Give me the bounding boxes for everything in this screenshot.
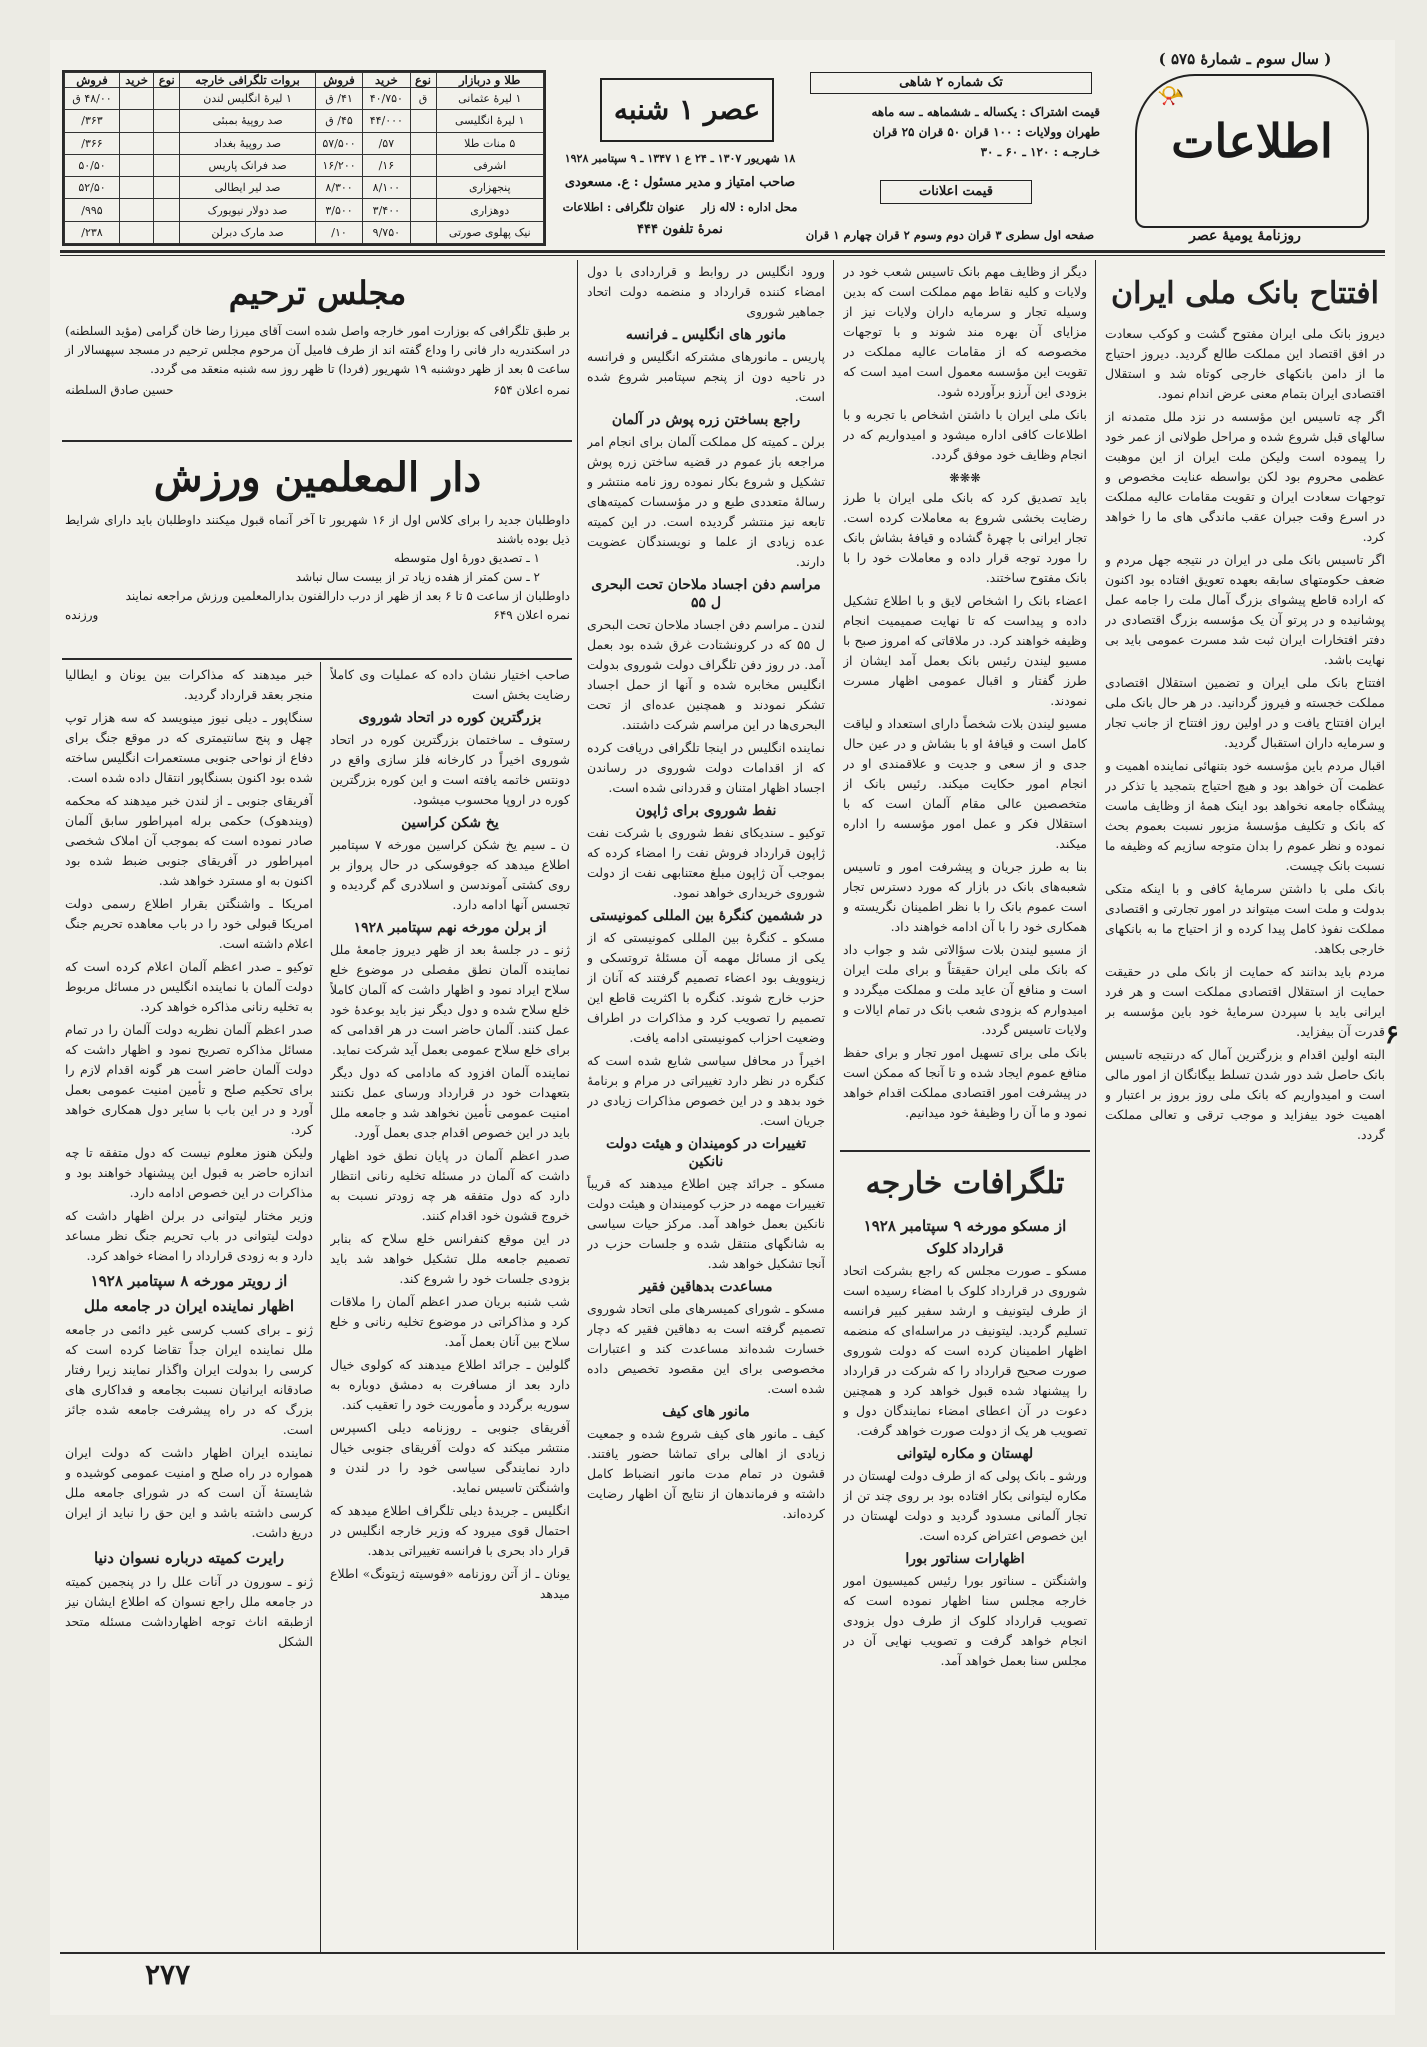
article-heading: مانور های کیف: [662, 1404, 750, 1420]
bank-paragraph: اگر تاسیس بانک ملی در ایران در نتیجه جهل مردم و ضعف حکومتهای سابقه بعهده تعویق افتاده بود اکنون که اراده قاطع پیشوای بزرگ آمال ملت را جامه عمل پوشانیده و در پرتو آن یک مؤسسه بزرگ اقتصادی در دفتر افتخارات ایران ثبت شد مسرت عمومی باید بی نهایت باشد.: [1105, 552, 1385, 667]
column-news: [587, 262, 825, 1952]
market-column-header: نوع: [154, 73, 180, 88]
market-cell: ۸/۳۰۰: [315, 177, 362, 199]
market-column-header: فروش: [315, 73, 362, 88]
foreign-telegrams-headline: تلگرافات خارجه: [865, 1166, 1065, 1201]
dateline-heading: از مسکو مورخه ۹ سپتامبر ۱۹۲۸: [863, 1217, 1067, 1235]
phone-line: نمرهٔ تلفون ۴۴۴: [637, 222, 723, 237]
article-paragraph: سنگاپور ـ دیلی نیوز مینویسد که سه هزار توپ چهل و پنج سانتیمتری که در موقع جنگ برای دفاع از نواحی جنوبی مستعمرات انگلیس ساخته شده بود اکنون بسنگاپور انتقال داده شده است.: [65, 710, 313, 785]
market-cell: [119, 221, 153, 243]
bank-paragraph: باید تصدیق کرد که بانک ملی ایران با طرز رضایت بخشی شروع به معاملات کرده است. تجار ایرانی با چهرهٔ گشاده و قیافهٔ بشاش بانک را مورد توجه قرار داده و معاملات خود را با بانک مفتوح ساختند.: [843, 490, 1087, 585]
market-column-header: خرید: [363, 73, 410, 88]
market-cell: ۳۶۳/: [65, 110, 120, 132]
article-paragraph: مسکو ـ جرائد چین اطلاع میدهند که قریباً تغییرات مهمه در حزب کومیندان و هیئت دولت نانکین بعمل خواهد آمد. مرکز حیات سیاسی به شانگهای منتقل شده و جلسات حزب در آنجا تشکیل خواهد شد.: [587, 1176, 825, 1271]
article-heading: نفط شوروی برای ژاپون: [635, 803, 777, 819]
article-heading: رایرت کمیته درباره نسوان دنیا: [94, 1549, 284, 1567]
logo-text: اطلاعات: [1171, 114, 1333, 168]
market-row: [65, 221, 544, 243]
market-cell: [410, 177, 436, 199]
sport-school-intro: داوطلبان جدید را برای کلاس اول از ۱۶ شهریور تا آخر آنماه قبول میکنند داوطلبان باید دارای شرایط ذیل بوده باشند: [65, 513, 570, 546]
article-paragraph: امریکا ـ واشنگتن بقرار اطلاع رسمی دولت امریکا قبولی خود را در باب معاهده تحریم جنگ اعلام داشته است.: [65, 896, 313, 951]
market-cell: صد مارک دبرلن: [180, 221, 316, 243]
telegraph-address: عنوان تلگرافی : اطلاعات: [562, 200, 686, 214]
article-paragraph: مسکو ـ صورت مجلس که راجع بشرکت اتحاد شوروی در قرارداد کلوک با امضاء رسیده است از طرف لیتونیف و ارشد سفیر کبیر فرانسه تسلیم گردید. لیتونیف در مراسله‌ای که منضمه اظهار اطمینان کرده است که دولت شوروی صورت صحیح قرارداد را که شرکت در قرارداد را پیشنهاد شده قبول خواهد کرد و همچنین دعوت در آن اعطای امضاء نمایندگان دول و تصویب هر یک از دولت صورت خواهد گرفت.: [843, 1263, 1087, 1438]
market-cell: صد فرانک پاریس: [180, 154, 316, 176]
article-paragraph: توکیو ـ سندیکای نفط شوروی با شرکت نفت ژاپون قرارداد فروش نفت را امضاء کرده که بموجب آن ژاپون مبلغ معتنابهی نفت از دولت شوروی خریداری خواهد نمود.: [587, 825, 825, 900]
page-number: ۲۷۷: [145, 1958, 191, 1991]
market-cell: ۳۶۶/: [65, 132, 120, 154]
article-paragraph: صدر اعظم آلمان در پایان نطق خود اظهار داشت که آلمان در مسئله تخلیه رنانی انتظار دارد که دول متفقه هر چه زودتر نسبت به خروج قشون خود اقدام کنند.: [330, 1148, 570, 1223]
article-paragraph: ژنو ـ سورون در آنات علل را در پنجمین کمیته در جامعه ملل راجع نسوان که اطلاع ایشان نیز ازطبقه اناث توجه اظهارداشت مسئله متحد الشکل: [65, 1574, 313, 1649]
bank-paragraph: از مسیو لیندن بلات سؤالاتی شد و جواب داد که بانک ملی ایران حقیقتاً و برای ملت ایران است و منافع آن عاید ملت و مملکت میگردد و امیدوارم که بزودی شعب بانک در تمام ایالات و ولایات تاسیس گردد.: [843, 942, 1087, 1037]
daily-label: روزنامهٔ یومیهٔ عصر: [1189, 228, 1301, 244]
article-heading: اظهارات سناتور بورا: [905, 1551, 1025, 1567]
market-cell: ۵۷/۵۰۰: [315, 132, 362, 154]
sport-school-hours: داوطلبان از ساعت ۵ تا ۶ بعد از ظهر از درب دارالفنون بدارالمعلمین ورزش مراجعه نمایند: [125, 589, 570, 603]
article-heading: در ششمین کنگرهٔ بین المللی کمونیستی: [589, 908, 823, 924]
market-cell: صد لیر ایطالی: [180, 177, 316, 199]
market-cell: [410, 154, 436, 176]
subscription-foreign: خـارجـه : ۱۲۰ ـ ۶۰ ـ ۳۰: [980, 145, 1100, 159]
market-row: [65, 199, 544, 221]
article-heading: قرارداد کلوک: [926, 1241, 1004, 1257]
sport-school-condition: ۲ ـ سن کمتر از هفده زیاد تر از بیست سال نباشد: [295, 570, 540, 584]
market-column-header: خرید: [119, 73, 153, 88]
market-cell: ۵۰/۵۰: [65, 154, 120, 176]
market-cell: [119, 110, 153, 132]
bank-paragraph: اگر چه تاسیس این مؤسسه در نزد ملل متمدنه از سالهای قبل شروع شده و مراحل طولانی از عمر خود را پیموده است ولیکن ملت ایران از این موهبت عظمی محروم بود لکن بواسطه عنایت مخصوص و توجهات سعادت ایران و تقویت مقامات عالیه مملکت در اسرع وقت جبران عقب ماندگی های ما را خواهد کرد.: [1105, 409, 1385, 544]
owner-line: صاحب امتیاز و مدیر مسئول : ع. مسعودی: [564, 175, 796, 190]
article-paragraph: انگلیس ـ جریدهٔ دیلی تلگراف اطلاع میدهد که احتمال قوی میرود که وزیر خارجه انگلیس در قرار داد بحری با فرانسه تغییراتی بدهد.: [330, 1503, 570, 1558]
article-paragraph: برلن ـ کمیته کل مملکت آلمان برای انجام امر مراجعه باز عموم در قضیه ساختن زره پوش تشکیل و شروع بکار نموده روز نامه منتشر و رسالهٔ متعددی طبع و در مؤسسات کمیته‌های تابعه نیز منتشر گردیده است. در این کمیته عده زیادی از علما و نویسندگان عضویت دارند.: [587, 434, 825, 569]
newspaper-logo: [1135, 74, 1369, 228]
column-bank-continued: [843, 262, 1087, 1142]
column-bank: [1105, 262, 1385, 1952]
bank-paragraph: بانک ملی برای تسهیل امور تجار و برای حفظ منافع عموم ایجاد شده و تا آنجا که ممکن است در پیشرفت امور اقتصادی مملکت اقدام خواهد نمود و ما آن را وظیفهٔ خود میدانیم.: [843, 1045, 1087, 1120]
article-heading: بزرگترین کوره در اتحاد شوروی: [358, 710, 542, 726]
market-cell: ۳/۵۰۰: [315, 199, 362, 221]
article-paragraph: کیف ـ مانور های کیف شروع شده و جمعیت زیادی از اهالی برای تماشا حضور یافتند. قشون در تمام مدت مانور انضباط کامل داشته و فرماندهان از نتایج آن اظهار رضایت کرده‌اند.: [587, 1426, 825, 1521]
article-paragraph: رستوف ـ ساختمان بزرگترین کوره در اتحاد شوروی اخیراً در کارخانه فلز سازی واقع در دونتس خاتمه یافته است و این کوره بزرگترین کوره در اروپا محسوب میشود.: [330, 732, 570, 807]
sport-school-signer: ورزنده: [65, 608, 99, 622]
market-cell: ۱ لیرهٔ عثمانی: [436, 88, 543, 110]
article-paragraph: توکیو ـ صدر اعظم آلمان اعلام کرده است که دولت آلمان با نماینده انگلیس در مسائل مربوط به تخلیه رنانی مذاکره خواهد کرد.: [65, 959, 313, 1014]
sport-school-ad-number: نمره اعلان ۶۴۹: [493, 608, 570, 622]
single-price: تک شماره ۲ شاهی: [810, 72, 1092, 94]
market-cell: [154, 88, 180, 110]
market-cell: [154, 221, 180, 243]
memorial-signer: حسین صادق السلطنه: [65, 383, 174, 397]
market-cell: ۴۱/ ق: [315, 88, 362, 110]
sport-school-ad: [65, 445, 570, 655]
market-cell: [154, 177, 180, 199]
memorial-body: بر طبق تلگرافی که بوزارت امور خارجه واصل شده است آقای میرزا رضا خان گرامی (مؤید السلطنه) در اسکندریه دار فانی را وداع گفته اند از طرف فامیل آن مرحوم مجلس ترحیم در مسجد سپهسالار از ساعت ۵ بعد از ظهر دوشنبه ۱۹ شهریور (فردا) تا ظهر روز سه شنبه منعقد می گردد.: [65, 324, 570, 376]
article-paragraph: یونان ـ از آتن روزنامه «فوسیته ژیتونگ» اطلاع میدهد: [330, 1566, 570, 1601]
article-paragraph: مسکو ـ شورای کمیسرهای ملی اتحاد شوروی تصمیم گرفته است به دهاقین فقیر که دچار خسارت شده‌اند مساعدت کند و اعتبارات مخصوصی برای این مقصود تخصیص داده شده است.: [587, 1301, 825, 1396]
market-column-header: فروش: [65, 73, 120, 88]
market-cell: پنجهزاری: [436, 177, 543, 199]
bank-paragraph: مردم باید بدانند که حمایت از بانک ملی در حقیقت حمایت از استقلال اقتصادی مملکت است و هر فرد ایرانی باید با سپردن سرمایهٔ خود باین مؤسسه بر قدرت آن بیفزاید.: [1105, 964, 1385, 1039]
article-paragraph: ولیکن هنوز معلوم نیست که دول متفقه تا چه اندازه حاضر به قبول این پیشنهاد خواهند بود و مذاکرات در این خصوص ادامه دارد.: [65, 1145, 313, 1200]
market-row: [65, 177, 544, 199]
article-paragraph: واشنگتن ـ سناتور بورا رئیس کمیسیون امور خارجه مجلس سنا اظهار نموده است که تصویب قرارداد کلوک از طرف دول بزودی انجام خواهد گرفت و تصویب نهایی آن در مجلس سنا بعمل خواهد آمد.: [843, 1573, 1087, 1668]
article-heading: اظهار نماینده ایران در جامعه ملل: [83, 1297, 295, 1315]
article-paragraph: ژنو ـ در جلسهٔ بعد از ظهر دیروز جامعهٔ ملل نماینده آلمان نطق مفصلی در موضوع خلع سلاح ایراد نمود و اظهار داشت که آلمان کاملاً خلع سلاح شده و دول دیگر نیز باید بوعدهٔ خود عمل کنند. آلمان حاضر است در هر اقدامی که برای خلع سلاح عمومی بعمل آید شرکت نماید.: [330, 942, 570, 1057]
market-row: [65, 154, 544, 176]
market-cell: ۲۳۸/: [65, 221, 120, 243]
date-line: ۱۸ شهریور ۱۳۰۷ ـ ۲۴ ع ۱ ۱۳۴۷ ـ ۹ سپتامبر ۱۹۲۸: [564, 152, 796, 165]
market-cell: [154, 110, 180, 132]
market-cell: [154, 199, 180, 221]
market-cell: ۹۹۵/: [65, 199, 120, 221]
dateline-heading: از رویتر مورخه ۸ سپتامبر ۱۹۲۸: [90, 1272, 288, 1290]
market-cell: ۱۰/: [315, 221, 362, 243]
market-cell: [119, 177, 153, 199]
article-heading: یخ شکن کراسین: [401, 815, 499, 831]
day-title: عصر ۱ شنبه: [600, 78, 774, 142]
article-paragraph: پاریس ـ مانورهای مشترکه انگلیس و فرانسه در ناحیه دون از پنجم سپتامبر شروع شده است.: [587, 349, 825, 404]
article-heading: راجع بساختن زره پوش در آلمان: [611, 412, 801, 428]
article-paragraph: ژنو ـ برای کسب کرسی غیر دائمی در جامعه ملل نماینده ایران جداً تقاضا کرده است که کرسی را بدولت ایران واگذار نمایند زیرا رفتار صادقانه ایرانیان نسبت بجامعه و فداکاری های بزرگ که در راه پیشرفت جامعه شده جائز است.: [65, 1322, 313, 1437]
market-cell: صد دولار نیویورک: [180, 199, 316, 221]
market-cell: [410, 199, 436, 221]
trumpet-icon: 📯: [1157, 84, 1185, 109]
article-paragraph: نماینده ایران اظهار داشت که دولت ایران همواره در راه صلح و امنیت عمومی کوشیده و شایستهٔ آن است که در شورای جامعه ملل کرسی داشته باشد و این حق را نباید از ایران دریغ داشت.: [65, 1445, 313, 1540]
column-foreign-telegrams: [843, 1155, 1087, 1950]
market-cell: ۵ منات طلا: [436, 132, 543, 154]
bank-paragraph: اعضاء بانک را اشخاص لایق و با اطلاع تشکیل داده و پیداست که تا نهایت صمیمیت انجام وظیفه خواهند کرد. در ملاقاتی که امروز صبح با مسیو لیندن رئیس بانک بعمل آمد ایشان از طرز گفتار و اقبال عمومی اظهار مسرت نمودند.: [843, 593, 1087, 708]
market-cell: ۴۰/۷۵۰: [363, 88, 410, 110]
side-mark: ۶: [1385, 1020, 1399, 1050]
bank-paragraph: بانک ملی ایران با داشتن اشخاص با تجربه و با اطلاعات کافی اداره میشود و امیدواریم که در انجام وظایف خود موفق گردد.: [843, 407, 1087, 462]
market-cell: [410, 132, 436, 154]
market-cell: [154, 154, 180, 176]
market-cell: ۱ لیرهٔ انگلیسی: [436, 110, 543, 132]
market-cell: ۵۷/: [363, 132, 410, 154]
market-cell: دوهزاری: [436, 199, 543, 221]
article-paragraph: مسکو ـ کنگرهٔ بین المللی کمونیستی که از یکی از مسائل مهمه آن مسئلهٔ تروتسکی و زینوویف بود اعضاء تصمیم گرفتند که آنان از حزب خارج شوند. کنگره با اکثریت قاطع این تصمیم را تصویب کرد و مذاکرات در اطراف وضعیت احزاب کمونیستی ادامه یافت.: [587, 930, 825, 1045]
market-cell: صد روپیهٔ بغداد: [180, 132, 316, 154]
article-heading: تغییرات در کومیندان و هیئت دولت نانکین: [606, 1136, 806, 1170]
article-paragraph: خبر میدهند که مذاکرات بین یونان و ایطالیا منجر بعقد قرارداد گردید.: [65, 667, 313, 702]
article-paragraph: اخیراً در محافل سیاسی شایع شده است که کنگره در نظر دارد تغییراتی در مرام و برنامهٔ خود بدهد و در این خصوص مذاکرات زیادی در جریان است.: [587, 1053, 825, 1128]
market-cell: [154, 132, 180, 154]
bank-headline: افتتاح بانک ملی ایران: [1111, 276, 1379, 311]
subscription-domestic: طهران وولایات : ۱۰۰ قران ۵۰ قران ۲۵ قران: [872, 125, 1100, 139]
market-cell: ۴۸/۰۰ ق: [65, 88, 120, 110]
article-paragraph: صاحب اختیار نشان داده که عملیات وی کاملاً رضایت بخش است: [330, 667, 570, 702]
market-cell: ق: [410, 88, 436, 110]
bank-paragraph: اقبال مردم باین مؤسسه خود بتنهائی نماینده اهمیت و عظمت آن خواهد بود و هیچ احتیاج بتمجید یا تذکر در پیشگاه جامعه نخواهد بود اینک همهٔ از وظایف ماست که بانک و تکلیف مؤسسهٔ مزبور نسبت بعموم بحث نموده و نظر عموم را بدان متوجه سازیم که وظیفه ما نسبت بانک چیست.: [1105, 758, 1385, 873]
market-cell: [119, 154, 153, 176]
market-cell: ۱۶/: [363, 154, 410, 176]
bank-paragraph: دیروز بانک ملی ایران مفتوح گشت و کوکب سعادت در افق اقتصاد این مملکت طالع گردید. دیروز احتیاج ما از دامن بانکهای خارجی کوتاه شد و استقلال اقتصادی ایران بتمام معنی عرض اندام نمود.: [1105, 326, 1385, 401]
article-paragraph: شب شنبه بریان صدر اعظم آلمان را ملاقات کرد و مذاکراتی در موضوع تخلیه رنانی و خلع سلاح بین آنان بعمل آمد.: [330, 1294, 570, 1349]
article-paragraph: ورود انگلیس در روابط و قراردادی با دول امضاء کننده قرارداد و منضمه دولت اتحاد جماهیر شوروی: [587, 264, 825, 319]
market-cell: [119, 88, 153, 110]
subscription-block: [810, 102, 1100, 162]
article-paragraph: ورشو ـ بانک پولی که از طرف دولت لهستان در مکاره لیتوانی بکار افتاده بود بر روی چند تن از تجار آلمانی مسدود گردید و دولت لهستان در این خصوص اعتراض کرده است.: [843, 1468, 1087, 1543]
market-row: [65, 132, 544, 154]
market-column-header: طلا و دربازار: [436, 73, 543, 88]
sport-school-title: دار المعلمین ورزش: [153, 454, 482, 501]
market-cell: صد روپیهٔ بمبئی: [180, 110, 316, 132]
column-telegrams-3: [65, 665, 313, 1950]
article-heading: مانور های انگلیس ـ فرانسه: [625, 327, 787, 343]
article-paragraph: صدر اعظم آلمان نظریه دولت آلمان را در تمام مسائل مذاکره تصریح نمود و اظهار داشت که دولت آلمان حاضر است هر گونه اقدام لازم را برای تحکیم صلح و تأمین امنیت عمومی بعمل آورد و در این باب با سایر دول همکاری خواهد کرد.: [65, 1022, 313, 1137]
market-row: [65, 88, 544, 110]
market-cell: ۵۲/۵۰: [65, 177, 120, 199]
article-paragraph: وزیر مختار لیتوانی در برلن اظهار داشت که دولت لیتوانی در باب تحریم جنگ نظر مساعد دارد و به زودی قرارداد را امضاء خواهد کرد.: [65, 1208, 313, 1263]
office-line: [555, 200, 805, 214]
article-paragraph: لندن ـ مراسم دفن اجساد ملاحان تحت البحری ل ۵۵ که در کرونشتادت غرق شده بود بعمل آمد. در روز دفن تلگراف دولت شوروی بدولت انگلیس مخابره شده و آنها از حمل اجساد تشکر نمودند و همچنین عده‌ای از تحت البحری‌ها در این مراسم شرکت داشتند.: [587, 617, 825, 732]
market-row: [65, 110, 544, 132]
market-cell: ۳/۴۰۰: [363, 199, 410, 221]
sport-school-condition: ۱ ـ تصدیق دورهٔ اول متوسطه: [393, 551, 540, 565]
article-paragraph: نماینده انگلیس در اینجا تلگرافی دریافت کرده که از اقدامات دولت شوروی در رساندن اجساد اظهار امتنان و قدردانی شده است.: [587, 740, 825, 795]
market-cell: ۹/۷۵۰: [363, 221, 410, 243]
bank-paragraph: بانک ملی با داشتن سرمایهٔ کافی و با اینکه متکی بدولت و ملت است میتواند در امور تجارتی و اقتصادی مملکت نفوذ کامل پیدا کرده و از احتیاج ما به بانکهای خارجی بکاهد.: [1105, 881, 1385, 956]
bank-paragraph: مسیو لیندن بلات شخصاً دارای استعداد و لیاقت کامل است و قیافهٔ او با بشاش و در عین حال جدی و از سعی و جدیت و علاقمندی او در انجام امور حکایت میکند. رئیس بانک از متخصصین عالی مقام آلمان است که با استقلال فکر و عمل امور مؤسسه را اداره میکند.: [843, 716, 1087, 851]
article-paragraph: آفریقای جنوبی ـ از لندن خبر میدهند که محکمه (ویندهوک) حکمی برله امپراطور سابق آلمان صادر نموده است که بموجب آن املاک شخصی امپراطور در آفریقای جنوبی ضبط شده بود اکنون به او مسترد خواهد شد.: [65, 793, 313, 888]
bank-paragraph: دیگر از وظایف مهم بانک تاسیس شعب خود در ولایات و کلیه نقاط مهم مملکت است که بدین وسیله تجار و سرمایه داران ولایات نیز از مزایای آن بهره مند شوند و با توجهات مخصوصه که از مقامات عالیه مملکت در تقویت این مؤسسه معمول است امید است که بزودی این آرزو برآورده شود.: [843, 264, 1087, 399]
column-telegrams-2: [330, 665, 570, 1950]
ads-title: قیمت اعلانات: [880, 180, 1032, 204]
article-paragraph: در این موقع کنفرانس خلع سلاح که بنابر تصمیم جامعه ملل تشکیل خواهد شد باید بزودی جلسات خود را شروع کند.: [330, 1231, 570, 1286]
bank-paragraph: البته اولین اقدام و بزرگترین آمال که درنتیجه تاسیس بانک حاصل شد دور شدن تسلط بیگانگان از امور مالی است و امیدواریم که بانک ملی روز بروز بر اعتبار و اهمیت خود بیفزاید و موجب ترقی و تعالی مملکت گردد.: [1105, 1047, 1385, 1142]
article-paragraph: گلولین ـ جرائد اطلاع میدهند که کولوی خیال دارد بعد از مسافرت به دمشق دوباره به سوریه برگردد و مأموریت خود را تعقیب کند.: [330, 1357, 570, 1412]
ads-rates: صفحه اول سطری ۳ قران دوم وسوم ۲ قران چهارم ۱ قران: [805, 228, 1095, 242]
market-column-header: بروات تلگرافی خارجه: [180, 73, 316, 88]
article-paragraph: آفریقای جنوبی ـ روزنامه دیلی اکسپرس منتشر میکند که دولت آفریقای جنوبی خیال دارد نمایندگی سیاسی خود را در لندن و واشنگتن تاسیس نماید.: [330, 1420, 570, 1495]
newspaper-page: [50, 40, 1399, 2015]
market-rates-table: [62, 70, 546, 246]
market-cell: ۸/۱۰۰: [363, 177, 410, 199]
market-cell: ۴۴/۰۰۰: [363, 110, 410, 132]
market-cell: [119, 132, 153, 154]
office-address: محل اداره : لاله زار: [701, 200, 798, 214]
article-heading: لهستان و مکاره لیتوانی: [896, 1446, 1034, 1462]
market-cell: ۱۶/۲۰۰: [315, 154, 362, 176]
market-cell: [119, 199, 153, 221]
market-cell: [410, 110, 436, 132]
market-cell: نیک پهلوی صورتی: [436, 221, 543, 243]
year-issue: ( سال سوم ـ شمارهٔ ۵۷۵ ): [1158, 50, 1332, 68]
memorial-notice: [65, 262, 570, 434]
article-heading: مساعدت بدهاقین فقیر: [639, 1279, 773, 1295]
article-paragraph: نماینده آلمان افزود که مادامی که دول دیگر بتعهدات خود در قرارداد ورسای عمل نکنند امنیت عمومی تأمین نخواهد شد و جامعه ملل باید در این خصوص اقدام جدی بعمل آورد.: [330, 1065, 570, 1140]
market-column-header: نوع: [410, 73, 436, 88]
subscription-title: قیمت اشتراک : یکساله ـ ششماهه ـ سه ماهه: [871, 105, 1100, 119]
market-cell: اشرفی: [436, 154, 543, 176]
market-cell: ۱ لیرهٔ انگلیس لندن: [180, 88, 316, 110]
bank-paragraph: بنا به طرز جریان و پیشرفت امور و تاسیس شعبه‌های بانک در بازار که مورد دسترس تجار است عموم بانک را با نظر اطمینان نگریسته و همکاری خود را با آن ادامه خواهند داد.: [843, 859, 1087, 934]
section-stars: ❋❋❋: [949, 470, 981, 485]
dateline-heading: از برلن مورخه نهم سپتامبر ۱۹۲۸: [353, 920, 547, 936]
market-cell: [410, 221, 436, 243]
article-paragraph: ن ـ سیم یخ شکن کراسین مورخه ۷ سپتامبر اطلاع میدهد که جوفوسکی در حال پرواز بر روی کشتی آموندسن و اسلادری گم گردیده و تجسس آنها ادامه دارد.: [330, 837, 570, 912]
memorial-ad-number: نمره اعلان ۶۵۴: [493, 383, 570, 397]
memorial-title: مجلس ترحیم: [228, 274, 407, 312]
bank-paragraph: افتتاح بانک ملی ایران و تضمین استقلال اقتصادی مملکت خجسته و فیروز گردانید. در هر حال بانک ملی ایران افتتاح یافت و در اولین روز افتتاح از جانب تجار و سرمایه داران استقبال گردید.: [1105, 675, 1385, 750]
market-cell: ۴۵/ ق: [315, 110, 362, 132]
article-heading: مراسم دفن اجساد ملاحان تحت البحری ل ۵۵: [591, 577, 821, 611]
